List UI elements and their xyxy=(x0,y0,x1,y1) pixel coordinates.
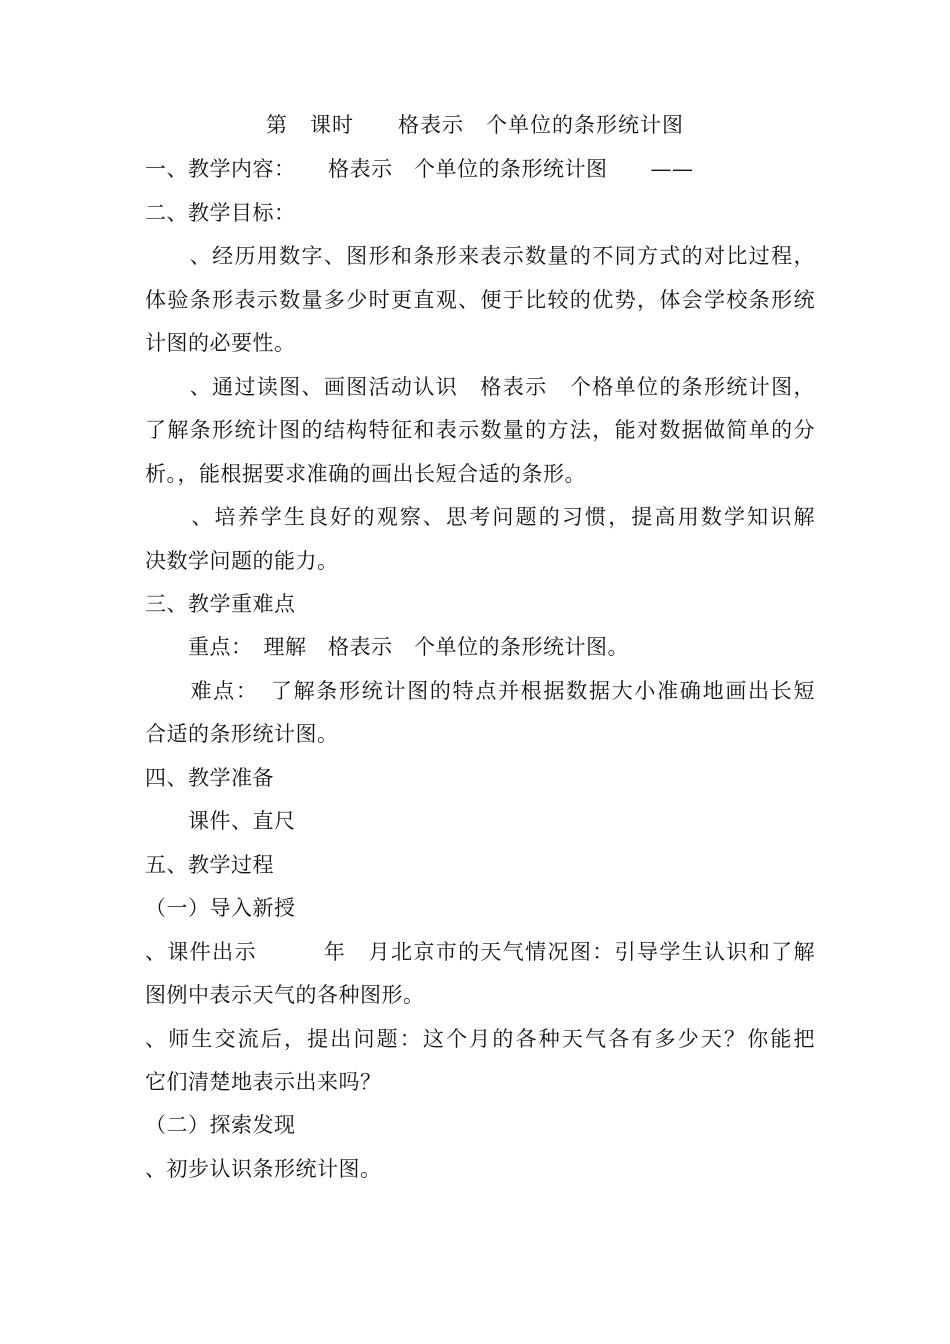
difficult-point-line-1: 难点： 了解条形统计图的特点并根据数据大小准确地画出长短 xyxy=(145,679,815,703)
document-title: 第 课时 格表示 个单位的条形统计图 xyxy=(266,113,684,137)
section-preparation: 四、教学准备 xyxy=(145,766,274,790)
intro-step-1-line-2: 图例中表示天气的各种图形。 xyxy=(145,983,425,1007)
section-key-points: 三、教学重难点 xyxy=(145,592,296,616)
subsection-exploration: （二）探索发现 xyxy=(145,1113,296,1137)
goal-2-line-1: 、通过读图、画图活动认识 格表示 个格单位的条形统计图， xyxy=(145,375,815,399)
key-point: 重点： 理解 格表示 个单位的条形统计图。 xyxy=(145,635,629,659)
subsection-introduction: （一）导入新授 xyxy=(145,896,296,920)
exploration-step-1: 、初步认识条形统计图。 xyxy=(145,1157,382,1181)
goal-1-line-1: 、经历用数字、图形和条形来表示数量的不同方式的对比过程， xyxy=(145,244,815,268)
intro-step-1-line-1: 、课件出示 年 月北京市的天气情况图：引导学生认识和了解 xyxy=(145,940,815,964)
preparation-items: 课件、直尺 xyxy=(145,809,296,833)
goal-3-line-2: 决数学问题的能力。 xyxy=(145,549,339,573)
intro-step-2-line-2: 它们清楚地表示出来吗？ xyxy=(145,1070,382,1094)
goal-3-line-1: 、培养学生良好的观察、思考问题的习惯，提高用数学知识解 xyxy=(145,505,815,529)
section-process: 五、教学过程 xyxy=(145,853,274,877)
goal-1-line-3: 计图的必要性。 xyxy=(145,331,296,355)
goal-2-line-2: 了解条形统计图的结构特征和表示数量的方法，能对数据做简单的分 xyxy=(145,418,815,442)
section-teaching-goals: 二、教学目标： xyxy=(145,201,296,225)
goal-2-line-3: 析。，能根据要求准确的画出长短合适的条形。 xyxy=(145,462,586,486)
section-teaching-content: 一、教学内容： 格表示 个单位的条形统计图 —— xyxy=(145,157,694,181)
intro-step-2-line-1: 、师生交流后，提出问题：这个月的各种天气各有多少天？你能把 xyxy=(145,1027,815,1051)
goal-1-line-2: 体验条形表示数量多少时更直观、便于比较的优势，体会学校条形统 xyxy=(145,288,815,312)
difficult-point-line-2: 合适的条形统计图。 xyxy=(145,722,339,746)
